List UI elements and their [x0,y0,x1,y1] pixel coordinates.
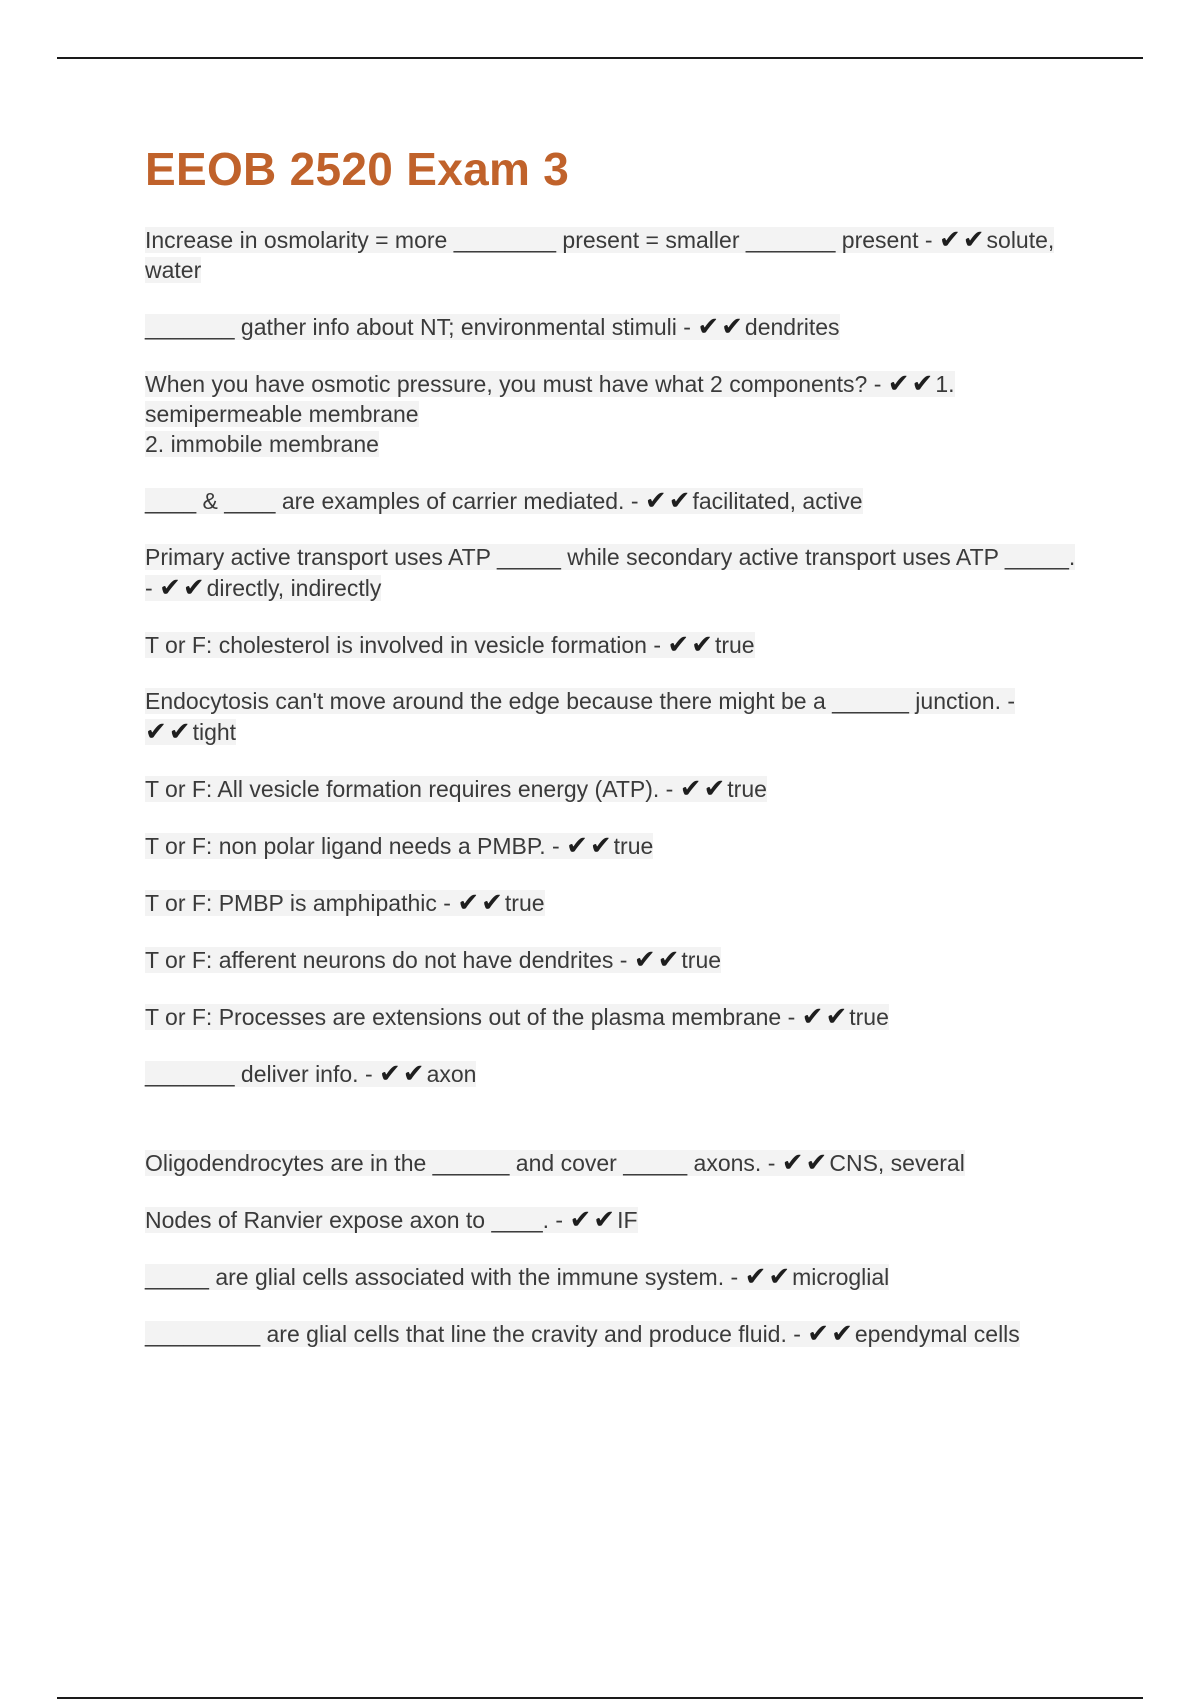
flashcard-answer: solute, water [145,227,1055,283]
flashcard-question: T or F: cholesterol is involved in vesicle formation - [145,632,661,658]
flashcard-answer: facilitated, active [692,488,863,514]
flashcard-answer: true [714,632,755,658]
flashcard [145,1001,895,1032]
flashcard-question: Nodes of Ranvier expose axon to ____. - [145,1207,564,1233]
flashcard-answer: axon [426,1061,477,1087]
flashcard-item [145,1001,1085,1058]
top-rule [57,57,1143,59]
flashcard-answer: CNS, several [829,1150,965,1176]
flashcard-item [145,944,1085,1001]
bottom-rule [57,1697,1143,1699]
flashcard-answer: directly, indirectly [206,575,382,601]
flashcard-item [145,1058,1085,1115]
flashcard-item [145,887,1085,944]
flashcard-question: _______ deliver info. - [145,1061,373,1087]
flashcard [145,887,551,918]
flashcard [145,542,1085,603]
flashcard-question: T or F: afferent neurons do not have dendrites - [145,947,628,973]
flashcard [145,1204,644,1235]
flashcard [145,830,659,861]
flashcard-list [145,224,1085,1375]
flashcard-item [145,830,1085,887]
flashcard-text [145,1001,889,1031]
flashcard-item [145,368,1085,485]
check-mark-icon: ✔✔ [379,1058,427,1088]
flashcard-answer: true [849,1004,889,1030]
flashcard-question: Primary active transport uses ATP _____ while secondary active transport uses ATP _____. - [145,544,1076,601]
flashcard [145,629,761,660]
flashcard-text [145,1058,477,1088]
flashcard-text [145,1261,890,1291]
flashcard-question: ____ & ____ are examples of carrier mediated. - [145,488,639,514]
check-mark-icon: ✔✔ [159,572,207,602]
flashcard-answer: true [681,947,722,973]
flashcard-text [145,485,863,515]
check-mark-icon: ✔✔ [566,830,614,860]
flashcard-question: When you have osmotic pressure, you must have what 2 components? - [145,371,882,397]
flashcard-item [145,773,1085,830]
flashcard-text [145,1147,965,1177]
flashcard-item [145,1204,1085,1261]
flashcard-text [145,887,545,917]
check-mark-icon: ✔✔ [807,1318,855,1348]
check-mark-icon: ✔✔ [744,1261,793,1291]
check-mark-icon: ✔✔ [633,944,682,974]
flashcard-text [145,830,654,860]
flashcard-item [145,224,1085,311]
flashcard [145,368,1085,459]
document-title: EEOB 2520 Exam 3 [145,143,570,195]
flashcard-text [145,1204,638,1234]
flashcard-answer: 1. semipermeable membrane 2. immobile membrane [145,371,955,457]
check-mark-icon: ✔✔ [801,1001,850,1031]
flashcard-question: _____ are glial cells associated with the immune system. - [145,1264,739,1290]
flashcard-item [145,311,1085,368]
check-mark-icon: ✔✔ [569,1204,618,1234]
flashcard-question: Oligodendrocytes are in the ______ and cover _____ axons. - [145,1150,776,1176]
flashcard-text [145,1318,1020,1348]
check-mark-icon: ✔✔ [938,224,987,254]
flashcard-text [145,544,1075,601]
flashcard [145,1058,482,1089]
flashcard-question: Endocytosis can't move around the edge because there might be a ______ junction. - [145,688,1016,714]
flashcard [145,311,846,342]
flashcard-item [145,686,1085,773]
flashcard-question: _______ gather info about NT; environmental stimuli - [145,314,691,340]
flashcard [145,1261,895,1292]
flashcard-question: T or F: PMBP is amphipathic - [145,890,451,916]
flashcard-item [145,1147,1085,1204]
flashcard-question: Increase in osmolarity = more ________ present = smaller _______ present - [145,227,933,253]
section-spacer [145,1115,1085,1147]
flashcard-answer: true [504,890,545,916]
flashcard [145,686,1085,747]
flashcard-item [145,485,1085,542]
flashcard-question: _________ are glial cells that line the cravity and produce fluid. - [145,1321,801,1347]
flashcard-answer: microglial [792,1264,890,1290]
flashcard-item [145,542,1085,629]
flashcard-text [145,368,955,457]
flashcard-text [145,224,1055,283]
flashcard-question: T or F: All vesicle formation requires energy (ATP). - [145,776,674,802]
check-mark-icon: ✔✔ [145,716,193,746]
flashcard-answer: true [727,776,767,802]
check-mark-icon: ✔✔ [667,629,715,659]
flashcard [145,773,773,804]
flashcard-answer: ependymal cells [854,1321,1020,1347]
flashcard [145,944,727,975]
flashcard-answer: true [613,833,654,859]
flashcard [145,1318,1026,1349]
flashcard-answer: dendrites [744,314,840,340]
check-mark-icon: ✔✔ [697,311,745,341]
flashcard-text [145,311,840,341]
flashcard [145,485,869,516]
flashcard-item [145,1261,1085,1318]
flashcard-question: T or F: non polar ligand needs a PMBP. - [145,833,560,859]
flashcard [145,1147,971,1178]
check-mark-icon: ✔✔ [781,1147,830,1177]
flashcard-text [145,688,1015,745]
check-mark-icon: ✔✔ [644,485,693,515]
flashcard-question: T or F: Processes are extensions out of the plasma membrane - [145,1004,796,1030]
flashcard-answer: IF [617,1207,638,1233]
flashcard-text [145,944,722,974]
flashcard-text [145,773,767,803]
flashcard-item [145,1318,1085,1375]
flashcard-item [145,629,1085,686]
flashcard-text [145,629,755,659]
check-mark-icon: ✔✔ [887,368,936,398]
flashcard [145,224,1085,285]
check-mark-icon: ✔✔ [679,773,728,803]
check-mark-icon: ✔✔ [457,887,505,917]
flashcard-answer: tight [192,719,237,745]
